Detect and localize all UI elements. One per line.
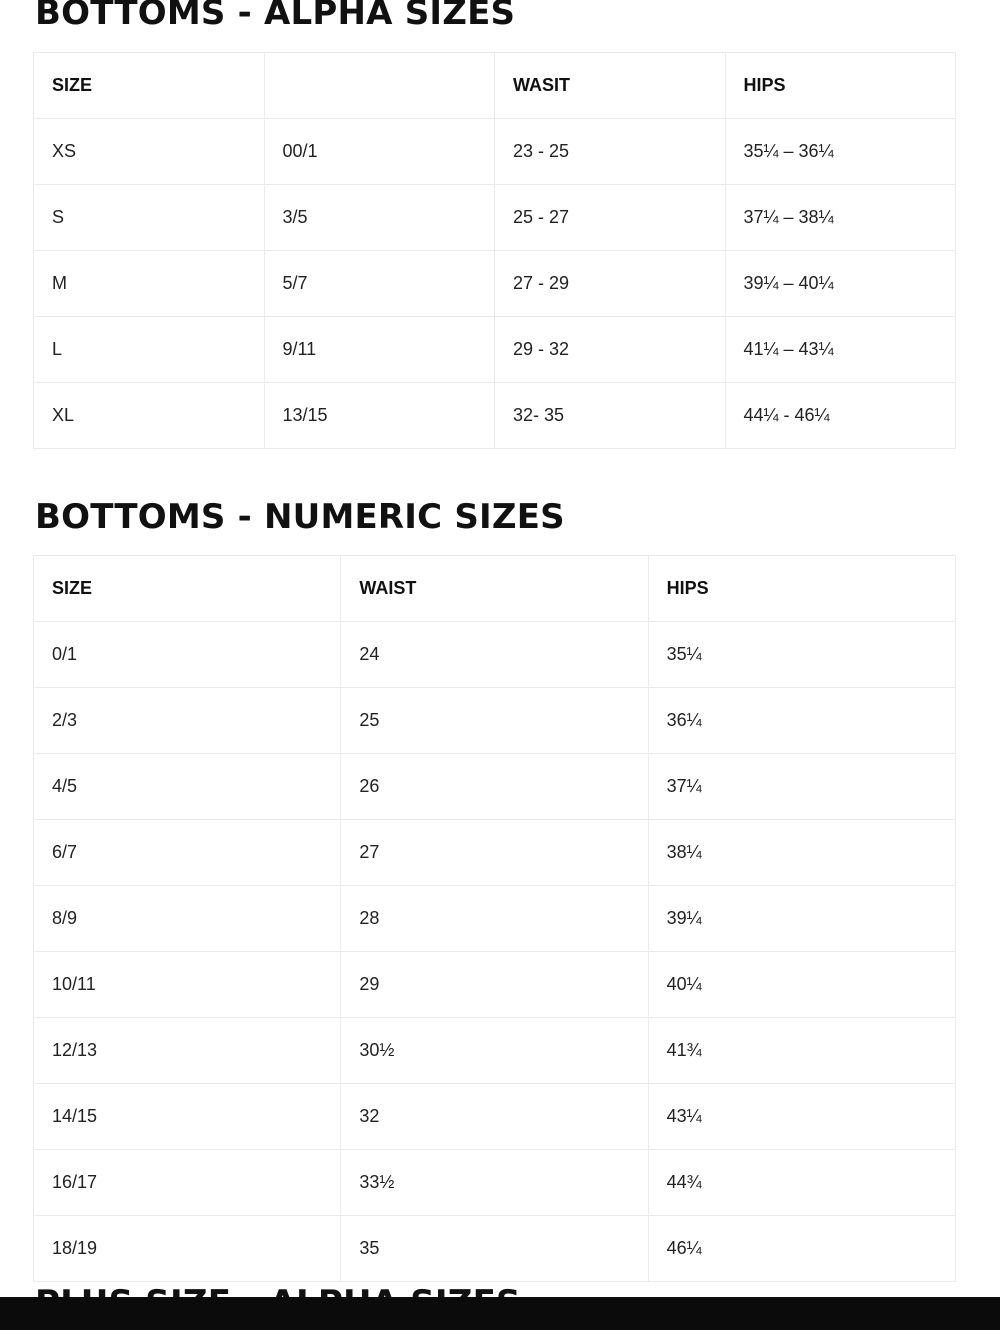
alpha-sizes-title: BOTTOMS - ALPHA SIZES xyxy=(35,0,516,33)
waist-cell: 35 xyxy=(341,1216,648,1282)
column-header-numeric-equivalent xyxy=(264,53,495,119)
hips-cell: 46¼ xyxy=(648,1216,955,1282)
size-cell: S xyxy=(34,185,265,251)
table-row xyxy=(34,251,956,317)
bottom-overlay-bar xyxy=(0,1297,1000,1330)
column-header-waist: WASIT xyxy=(495,53,726,119)
size-cell: 4/5 xyxy=(34,754,341,820)
numeric-equivalent-cell: 9/11 xyxy=(264,317,495,383)
size-cell: 2/3 xyxy=(34,688,341,754)
size-cell: 0/1 xyxy=(34,622,341,688)
table-row xyxy=(34,622,956,688)
column-header-hips: HIPS xyxy=(725,53,956,119)
size-cell: 10/11 xyxy=(34,952,341,1018)
numeric-equivalent-cell: 13/15 xyxy=(264,383,495,449)
table-header-row xyxy=(34,53,956,119)
size-cell: L xyxy=(34,317,265,383)
table-row xyxy=(34,1150,956,1216)
hips-cell: 41¼ – 43¼ xyxy=(725,317,956,383)
hips-cell: 38¼ xyxy=(648,820,955,886)
waist-cell: 33½ xyxy=(341,1150,648,1216)
size-cell: 8/9 xyxy=(34,886,341,952)
waist-cell: 27 - 29 xyxy=(495,251,726,317)
waist-cell: 30½ xyxy=(341,1018,648,1084)
column-header-size: SIZE xyxy=(34,53,265,119)
waist-cell: 32- 35 xyxy=(495,383,726,449)
hips-cell: 36¼ xyxy=(648,688,955,754)
numeric-sizes-table xyxy=(33,555,956,1282)
table-row xyxy=(34,688,956,754)
table-row xyxy=(34,1216,956,1282)
hips-cell: 35¼ – 36¼ xyxy=(725,119,956,185)
waist-cell: 25 - 27 xyxy=(495,185,726,251)
hips-cell: 35¼ xyxy=(648,622,955,688)
table-row xyxy=(34,886,956,952)
waist-cell: 26 xyxy=(341,754,648,820)
numeric-equivalent-cell: 5/7 xyxy=(264,251,495,317)
numeric-equivalent-cell: 00/1 xyxy=(264,119,495,185)
table-row xyxy=(34,185,956,251)
waist-cell: 32 xyxy=(341,1084,648,1150)
hips-cell: 41¾ xyxy=(648,1018,955,1084)
table-row xyxy=(34,820,956,886)
waist-cell: 24 xyxy=(341,622,648,688)
column-header-size: SIZE xyxy=(34,556,341,622)
table-row xyxy=(34,1018,956,1084)
hips-cell: 44¼ - 46¼ xyxy=(725,383,956,449)
waist-cell: 29 xyxy=(341,952,648,1018)
size-cell: 14/15 xyxy=(34,1084,341,1150)
waist-cell: 27 xyxy=(341,820,648,886)
table-row xyxy=(34,317,956,383)
hips-cell: 39¼ – 40¼ xyxy=(725,251,956,317)
alpha-sizes-table xyxy=(33,52,956,449)
column-header-waist: WAIST xyxy=(341,556,648,622)
hips-cell: 44¾ xyxy=(648,1150,955,1216)
waist-cell: 23 - 25 xyxy=(495,119,726,185)
hips-cell: 37¼ – 38¼ xyxy=(725,185,956,251)
size-cell: 18/19 xyxy=(34,1216,341,1282)
size-cell: 6/7 xyxy=(34,820,341,886)
table-row xyxy=(34,119,956,185)
waist-cell: 25 xyxy=(341,688,648,754)
size-cell: M xyxy=(34,251,265,317)
hips-cell: 40¼ xyxy=(648,952,955,1018)
numeric-sizes-title: BOTTOMS - NUMERIC SIZES xyxy=(35,497,565,537)
size-cell: XL xyxy=(34,383,265,449)
size-cell: XS xyxy=(34,119,265,185)
hips-cell: 43¼ xyxy=(648,1084,955,1150)
table-row xyxy=(34,754,956,820)
waist-cell: 29 - 32 xyxy=(495,317,726,383)
column-header-hips: HIPS xyxy=(648,556,955,622)
table-row xyxy=(34,1084,956,1150)
size-cell: 16/17 xyxy=(34,1150,341,1216)
table-row xyxy=(34,383,956,449)
hips-cell: 37¼ xyxy=(648,754,955,820)
table-row xyxy=(34,952,956,1018)
waist-cell: 28 xyxy=(341,886,648,952)
hips-cell: 39¼ xyxy=(648,886,955,952)
size-cell: 12/13 xyxy=(34,1018,341,1084)
table-header-row xyxy=(34,556,956,622)
numeric-equivalent-cell: 3/5 xyxy=(264,185,495,251)
